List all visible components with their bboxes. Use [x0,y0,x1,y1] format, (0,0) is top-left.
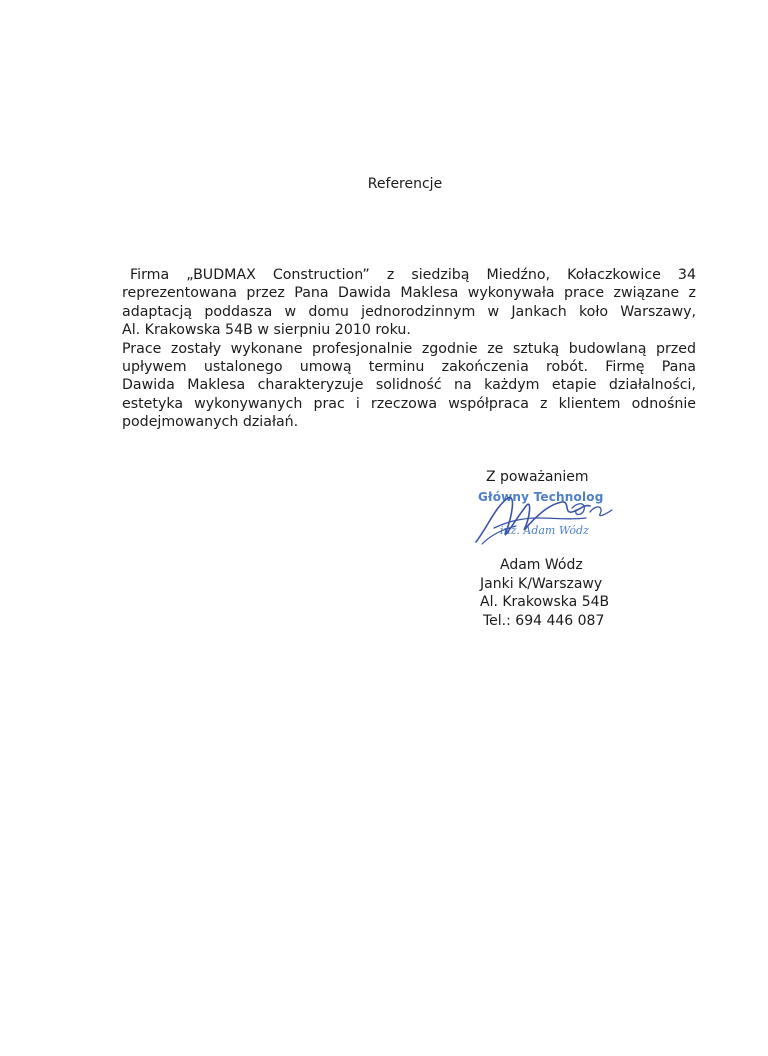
body-line-9: podejmowanych działań. [122,414,299,431]
body-line-6: upływem ustalonego umową terminu zakończenia robót. Firmę Pana [122,359,696,376]
sender-city: Janki K/Warszawy [480,575,603,592]
body-line-7: Dawida Maklesa charakteryzuje solidność na każdym etapie działalności, [122,377,696,394]
document-title: Referencje [367,176,443,192]
body-line-4: Al. Krakowska 54B w sierpniu 2010 roku. [122,322,411,339]
body-line-1: Firma „BUDMAX Construction” z siedzibą Miedźno, Kołaczkowice 34 [130,267,696,283]
body-line-5: Prace zostały wykonane profesjonalnie zgodnie ze sztuką budowlaną przed [122,340,696,357]
sender-street: Al. Krakowska 54B [480,594,610,611]
body-line-8: estetyka wykonywanych prac i rzeczowa współpraca z klientem odnośnie [122,395,696,412]
sender-address [470,556,609,631]
stamp-title: Główny Technolog [478,490,604,504]
body-line-3: adaptacją poddasza w domu jednorodzinnym w Jankach koło Warszawy, [122,303,696,320]
letter-body [122,266,696,432]
sender-name: Adam Wódz [500,557,583,573]
closing-salutation: Z poważaniem [486,469,589,485]
body-line-2: reprezentowana przez Pana Dawida Maklesa wykonywała prace związane z [122,285,696,302]
sender-phone: Tel.: 694 446 087 [483,613,605,630]
handwritten-signature [466,484,626,554]
stamp-name: inż. Adam Wódz [500,524,589,537]
